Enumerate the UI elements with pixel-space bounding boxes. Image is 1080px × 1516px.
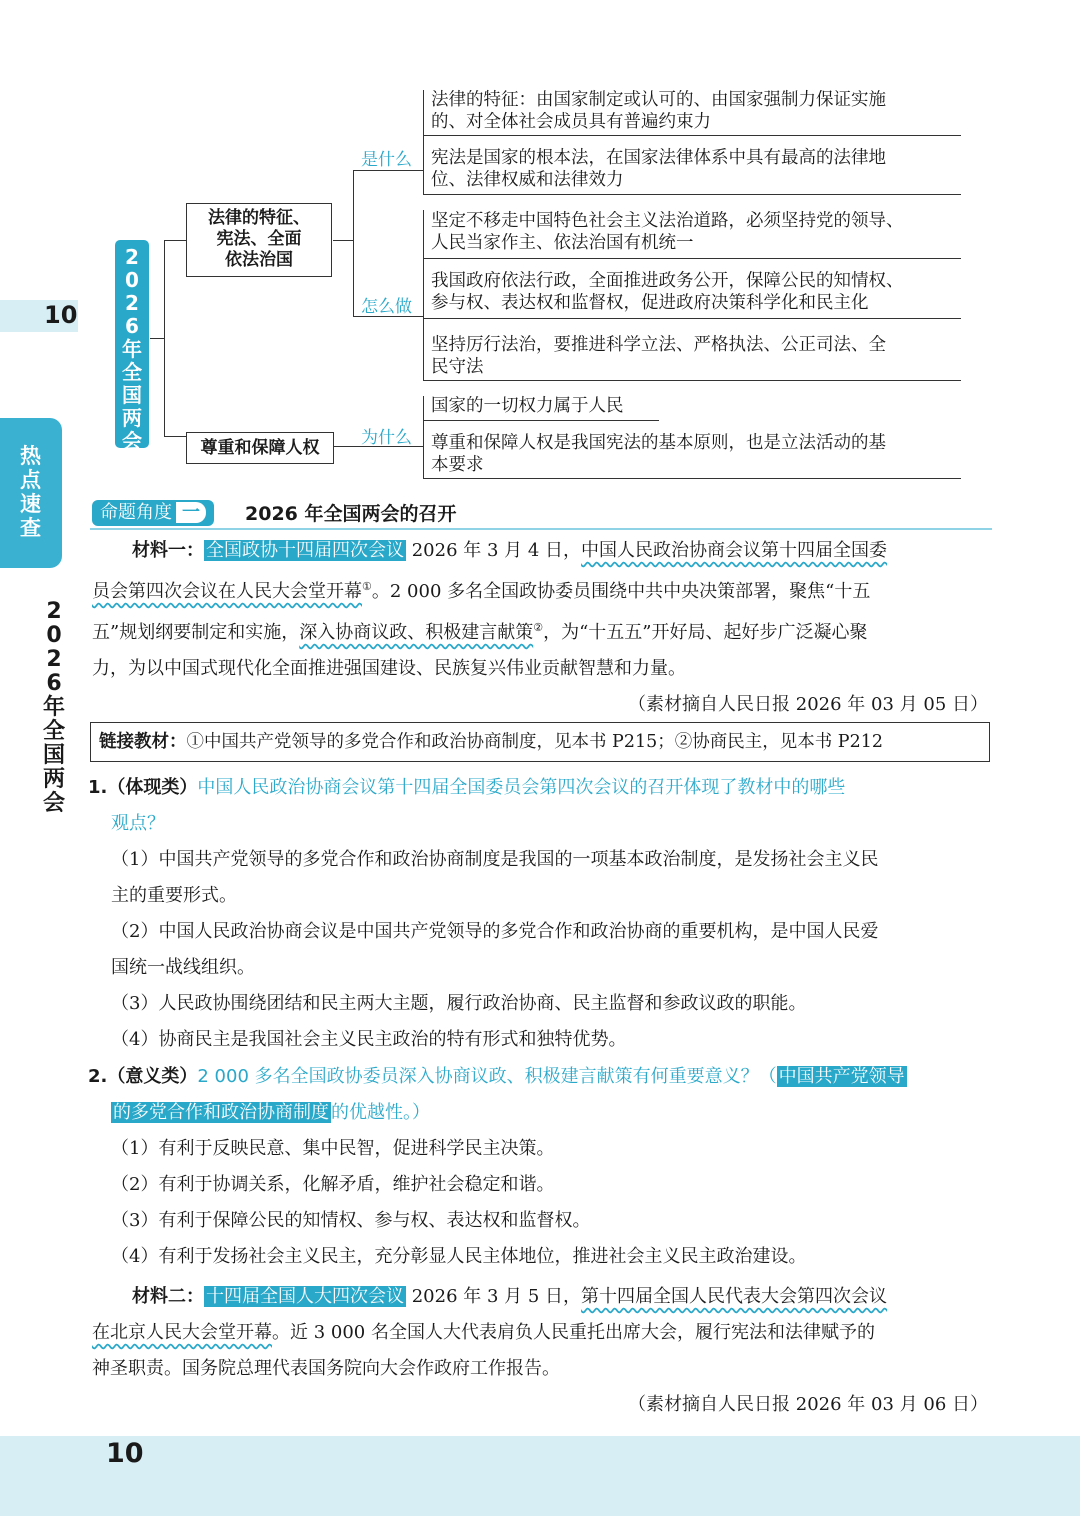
connector	[353, 170, 423, 171]
q2-line1	[88, 1059, 992, 1095]
material1-label: 材料一：	[132, 540, 204, 561]
q1-answer: 主的重要形式。	[111, 885, 237, 906]
mindmap-node-law	[186, 203, 332, 277]
q2-question: 2 000 多名全国政协委员深入协商议政、积极建言献策有何重要意义？（	[197, 1066, 777, 1087]
material1-line3	[92, 610, 992, 651]
q1-answer: （4）协商民主是我国社会主义民主政治的特有形式和独特优势。	[111, 1029, 627, 1050]
node-line: 宪法、全面	[216, 229, 302, 249]
q2-answer: （2）有利于协调关系，化解矛盾，维护社会稳定和谐。	[111, 1174, 555, 1195]
leaf-divider	[423, 380, 961, 381]
q1-answer: （2）中国人民政治协商会议是中国共产党领导的多党合作和政治协商的重要机构，是中国人民爱	[111, 921, 879, 942]
branch-what: 是什么	[361, 150, 412, 170]
material2-text: 。近 3 000 名全国人大代表肩负人民重托出席大会，履行宪法和法律赋予的	[272, 1322, 875, 1343]
leaf-how-2	[431, 270, 904, 314]
material2-tag: 十四届全国人大四次会议	[206, 1286, 404, 1307]
footnote-mark: ②	[533, 621, 544, 634]
material2	[92, 1279, 992, 1423]
q1-question: 中国人民政治协商会议第十四届全国委员会第四次会议的召开体现了教材中的哪些	[197, 777, 846, 798]
node-line: 法律的特征、	[208, 208, 310, 228]
section-header	[90, 498, 992, 530]
q1-answer: 国统一战线组织。	[111, 957, 255, 978]
material1-tag: 全国政协十四届四次会议	[206, 540, 404, 561]
question-1	[88, 770, 992, 1058]
connector	[150, 338, 165, 339]
side-hot-label: 热点速查	[20, 444, 42, 540]
leaf-line: 坚持厉行法治，要推进科学立法、严格执法、公正司法、全	[431, 335, 886, 355]
link-box-label: 链接教材：	[99, 732, 187, 752]
material2-line3: 神圣职责。国务院总理代表国务院向大会作政府工作报告。	[92, 1358, 560, 1379]
material2-line2	[92, 1315, 992, 1351]
footnote-mark: ①	[362, 580, 372, 593]
side-hot-tab	[0, 418, 62, 568]
section-pill-label: 命题角度	[100, 502, 172, 523]
leaf-why-2	[431, 432, 886, 476]
node-line: 依法治国	[225, 250, 293, 270]
connector	[423, 396, 424, 478]
q2-answer: （4）有利于发扬社会主义民主，充分彰显人民主体地位，推进社会主义民主政治建设。	[111, 1246, 807, 1267]
q2-tag: 的多党合作和政治协商制度	[113, 1102, 329, 1123]
leaf-divider	[423, 318, 961, 319]
q2-type: （意义类）	[107, 1066, 198, 1087]
side-page-tab	[0, 300, 78, 332]
branch-why: 为什么	[361, 428, 412, 448]
q1-answer: （1）中国共产党领导的多党合作和政治协商制度是我国的一项基本政治制度，是发扬社会主义民	[111, 849, 879, 870]
link-box-text: ①中国共产党领导的多党合作和政治协商制度，见本书 P215；②协商民主，见本书 P212	[186, 732, 883, 752]
mindmap-root-label: 2026年全国两会	[122, 245, 142, 453]
leaf-line: 我国政府依法行政，全面推进政务公开，保障公民的知情权、	[431, 271, 904, 291]
section-pill-num: 一	[176, 502, 206, 523]
material1-text: ，为“十五五”开好局、起好步广泛凝心聚	[543, 622, 868, 643]
material1	[92, 533, 992, 723]
material1-date: 2026 年 3 月 4 日，	[406, 540, 582, 561]
leaf-what-1	[431, 89, 886, 133]
q2-question: 的优越性。）	[331, 1102, 430, 1123]
material1-underlined: 员会第四次会议在人民大会堂开幕	[92, 581, 362, 602]
material1-line4: 力，为以中国式现代化全面推进强国建设、民族复兴伟业贡献智慧和力量。	[92, 658, 686, 679]
q1-answer: （3）人民政协围绕团结和民主两大主题，履行政治协商、民主监督和参政议政的职能。	[111, 993, 807, 1014]
material1-underlined: 深入协商议政、积极建言献策	[299, 622, 534, 643]
q2-tag: 中国共产党领导	[778, 1066, 905, 1087]
leaf-how-3	[431, 334, 886, 378]
leaf-divider	[423, 478, 961, 479]
q2-num: 2.	[88, 1066, 108, 1087]
leaf-divider	[423, 420, 659, 421]
material1-line2	[92, 569, 992, 610]
material1-source: （素材摘自人民日报 2026 年 03 月 05 日）	[628, 694, 988, 715]
connector	[333, 240, 353, 241]
leaf-divider	[423, 258, 961, 259]
leaf-line: 位、法律权威和法律效力	[431, 170, 624, 190]
material2-source: （素材摘自人民日报 2026 年 03 月 06 日）	[628, 1394, 988, 1415]
leaf-line: 参与权、表达权和监督权，促进政府决策科学化和民主化	[431, 293, 869, 313]
material1-underlined: 中国人民政治协商会议第十四届全国委	[581, 540, 888, 561]
question-2	[88, 1059, 992, 1275]
leaf-line: 民守法	[431, 357, 484, 377]
connector	[353, 170, 354, 316]
material2-underlined: 第十四届全国人民代表大会第四次会议	[581, 1286, 888, 1307]
material1-line1	[92, 533, 992, 569]
connector	[164, 240, 186, 241]
side-vertical-title: 2026年全国两会	[42, 599, 65, 816]
q2-line2	[88, 1095, 992, 1131]
branch-how: 怎么做	[361, 297, 412, 317]
q1-question: 观点？	[111, 813, 165, 834]
material2-underlined: 在北京人民大会堂开幕	[92, 1322, 272, 1343]
q2-answer: （1）有利于反映民意、集中民智，促进科学民主决策。	[111, 1138, 555, 1159]
leaf-divider	[423, 194, 961, 195]
leaf-why-1: 国家的一切权力属于人民	[431, 396, 624, 416]
leaf-line: 法律的特征：由国家制定或认可的、由国家强制力保证实施	[431, 90, 886, 110]
q1-line1	[88, 770, 992, 806]
link-textbook-box	[90, 722, 990, 762]
leaf-line: 的、对全体社会成员具有普遍约束力	[431, 112, 711, 132]
material1-text: 五”规划纲要制定和实施，	[92, 622, 300, 643]
q1-num: 1.	[88, 777, 108, 798]
leaf-line: 人民当家作主、依法治国有机统一	[431, 233, 694, 253]
leaf-line: 本要求	[431, 455, 484, 475]
mindmap-node-rights: 尊重和保障人权	[186, 432, 334, 464]
section-pill	[92, 500, 214, 526]
side-tab-number: 10	[44, 301, 78, 329]
connector	[423, 90, 424, 194]
section-title: 2026 年全国两会的召开	[245, 503, 457, 525]
q1-type: （体现类）	[107, 777, 198, 798]
leaf-line: 坚定不移走中国特色社会主义法治道路，必须坚持党的领导、	[431, 211, 904, 231]
page-number: 10	[106, 1438, 144, 1469]
material2-line1	[92, 1279, 992, 1315]
material1-text: 。2 000 多名全国政协委员围绕中共中央决策部署，聚焦“十五	[371, 581, 871, 602]
connector	[423, 210, 424, 380]
connector	[164, 436, 186, 437]
q2-answer: （3）有利于保障公民的知情权、参与权、表达权和监督权。	[111, 1210, 591, 1231]
leaf-divider	[423, 135, 961, 136]
leaf-what-2	[431, 147, 886, 191]
material2-date: 2026 年 3 月 5 日，	[406, 1286, 582, 1307]
leaf-line: 宪法是国家的根本法，在国家法律体系中具有最高的法律地	[431, 148, 886, 168]
leaf-line: 尊重和保障人权是我国宪法的基本原则，也是立法活动的基	[431, 433, 886, 453]
mindmap-root	[115, 240, 149, 453]
footer-band	[0, 1436, 1080, 1516]
material2-label: 材料二：	[132, 1286, 204, 1307]
leaf-how-1	[431, 210, 904, 254]
